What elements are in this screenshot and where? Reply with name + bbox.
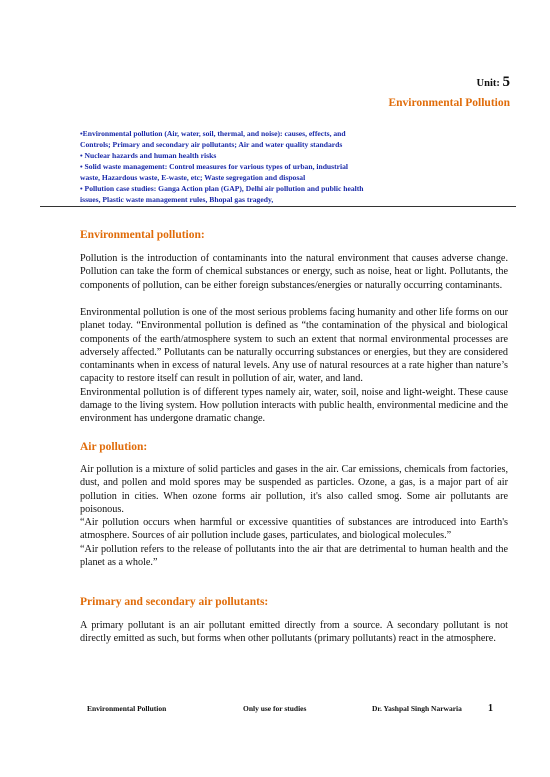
env-paragraph-2: [80, 306, 508, 426]
paragraph: Environmental pollution is one of the most serious problems facing humanity and other life forms on our planet today. “Environmental pollution is defined as “the contamination of the physical and biological components of the earth/atmosphere system to such an extent that normal environmental processes are adversely affected.” Pollutants can be naturally occurring substances or energies, but they are considered contaminants when in excess of natural levels. Any use of natural resources at a rate higher than nature’s capacity to restore itself can result in pollution of air, water, and land.: [80, 307, 508, 385]
air-paragraphs: [80, 463, 508, 569]
syllabus-line: waste, Hazardous waste, E-waste, etc; Waste segregation and disposal: [80, 173, 306, 182]
heading-primary-secondary: Primary and secondary air pollutants:: [80, 596, 269, 608]
syllabus-line: Controls; Primary and secondary air pollutants; Air and water quality standards: [80, 140, 343, 149]
syllabus-line: • Nuclear hazards and human health risks: [80, 151, 217, 160]
heading-environmental-pollution: Environmental pollution:: [80, 229, 205, 241]
footer-center: Only use for studies: [243, 704, 307, 713]
unit-number: 5: [502, 74, 510, 90]
footer-left: Environmental Pollution: [87, 704, 167, 713]
paragraph: “Air pollution occurs when harmful or excessive quantities of substances are introduced into Earth's atmosphere. Sources of air pollution include gases, particulates, and biological molecules.”: [80, 517, 508, 542]
page-footer: [40, 704, 516, 718]
heading-air-pollution: Air pollution:: [80, 441, 148, 453]
syllabus-list: [80, 128, 410, 205]
env-paragraph-1: [80, 252, 508, 292]
paragraph: Pollution is the introduction of contaminants into the natural environment that causes adverse change. Pollution can take the form of chemical substances or energy, such as noise, heat or light. Pollutants, the components of pollution, can be either foreign substances/energies or naturally occurring contaminants.: [80, 253, 508, 291]
chapter-title: Environmental Pollution: [388, 97, 510, 109]
unit-label: [477, 74, 510, 91]
footer-right: Dr. Yashpal Singh Narwaria: [372, 704, 462, 713]
syllabus-line: •Environmental pollution (Air, water, soil, thermal, and noise): causes, effects, and: [80, 129, 346, 138]
syllabus-line: • Solid waste management: Control measures for various types of urban, industrial: [80, 162, 349, 171]
paragraph: Environmental pollution is of different types namely air, water, soil, noise and light-weight. These cause damage to the living system. How pollution interacts with public health, environmental medicine and the environment has undergone dramatic change.: [80, 386, 508, 425]
syllabus-line: issues, Plastic waste management rules, Bhopal gas tragedy,: [80, 195, 274, 204]
paragraph: A primary pollutant is an air pollutant emitted directly from a source. A secondary pollutant is not directly emitted as such, but forms when other pollutants (primary pollutants) react in the atmosphere.: [80, 620, 508, 645]
paragraph: Air pollution is a mixture of solid particles and gases in the air. Car emissions, chemicals from factories, dust, and pollen and mold spores may be suspended as particles. Ozone, a gas, is a major part of air pollution in cities. When ozone forms air pollution, it's also called smog. Some air pollutants are poisonous.: [80, 464, 508, 515]
syllabus-line: • Pollution case studies: Ganga Action plan (GAP), Delhi air pollution and public health: [80, 184, 364, 193]
paragraph: “Air pollution refers to the release of pollutants into the air that are detrimental to human health and the planet as a whole.”: [80, 543, 508, 569]
section-divider: [40, 206, 516, 207]
page-number: 1: [488, 703, 493, 714]
unit-label-text: Unit:: [476, 78, 500, 89]
primary-paragraph: [80, 619, 508, 646]
